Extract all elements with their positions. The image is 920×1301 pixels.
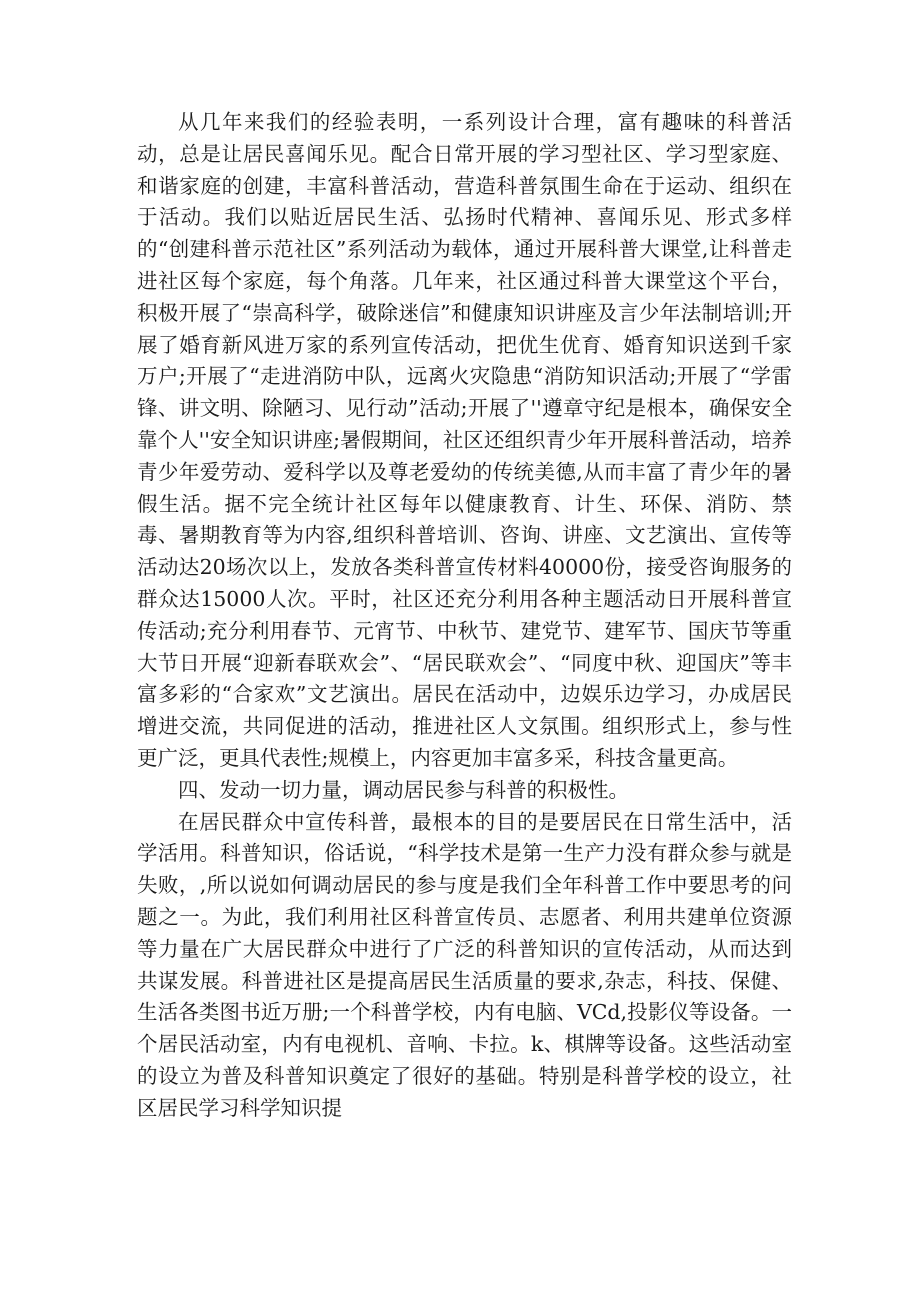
document-body bbox=[137, 107, 792, 1125]
section-heading-four: 四、发动一切力量，调动居民参与科普的积极性。 bbox=[178, 777, 629, 802]
paragraph-participation: 在居民群众中宣传科普，最根本的目的是要居民在日常生活中，活学活用。科普知识，俗话说，“科学技术是第一生产力没有群众参与就是失败，,所以说如何调动居民的参与度是我们全年科普工作中要思考的问题之一。为此，我们利用社区科普宣传员、志愿者、利用共建单位资源等力量在广大居民群众中进行了广泛的科普知识的宣传活动，从而达到共谋发展。科普进社区是提高居民生活质量的要求,杂志，科技、保健、生活各类图书近万册;一个科普学校，内有电脑、VCd,投影仪等设备。一个居民活动室，内有电视机、音响、卡拉。k、棋牌等设备。这些活动室的设立为普及科普知识奠定了很好的基础。特别是科普学校的设立，社区居民学习科学知识提 bbox=[137, 809, 792, 1120]
paragraph-activities: 从几年来我们的经验表明，一系列设计合理，富有趣味的科普活动，总是让居民喜闻乐见。配合日常开展的学习型社区、学习型家庭、和谐家庭的创建，丰富科普活动，营造科普氛围生命在于运动、组织在于活动。我们以贴近居民生活、弘扬时代精神、喜闻乐见、形式多样的“创建科普示范社区”系列活动为载体，通过开展科普大课堂,让科普走进社区每个家庭，每个角落。几年来，社区通过科普大课堂这个平台，积极开展了“崇高科学，破除迷信”和健康知识讲座及言少年法制培训;开展了婚育新风进万家的系列宣传活动，把优生优育、婚育知识送到千家万户;开展了“走进消防中队，远离火灾隐患“消防知识活动;开展了“学雷锋、讲文明、除陋习、见行动”活动;开展了''遵章守纪是根本，确保安全靠个人''安全知识讲座;暑假期间，社区还组织青少年开展科普活动，培养青少年爱劳动、爱科学以及尊老爱幼的传统美德,从而丰富了青少年的暑假生活。据不完全统计社区每年以健康教育、计生、环保、消防、禁毒、暑期教育等为内容,组织科普培训、咨询、讲座、文艺演出、宣传等活动达20场次以上，发放各类科普宣传材料40000份，接受咨询服务的群众达15000人次。平时，社区还充分利用各种主题活动日开展科普宣传活动;充分利用春节、元宵节、中秋节、建党节、建军节、国庆节等重大节日开展“迎新春联欢会”、“居民联欢会”、“同度中秋、迎国庆”等丰富多彩的“合家欢”文艺演出。居民在活动中，边娱乐边学习，办成居民增进交流，共同促进的活动，推进社区人文氛围。组织形式上，参与性更广泛，更具代表性;规模上，内容更加丰富多采，科技含量更高。 bbox=[137, 110, 792, 770]
